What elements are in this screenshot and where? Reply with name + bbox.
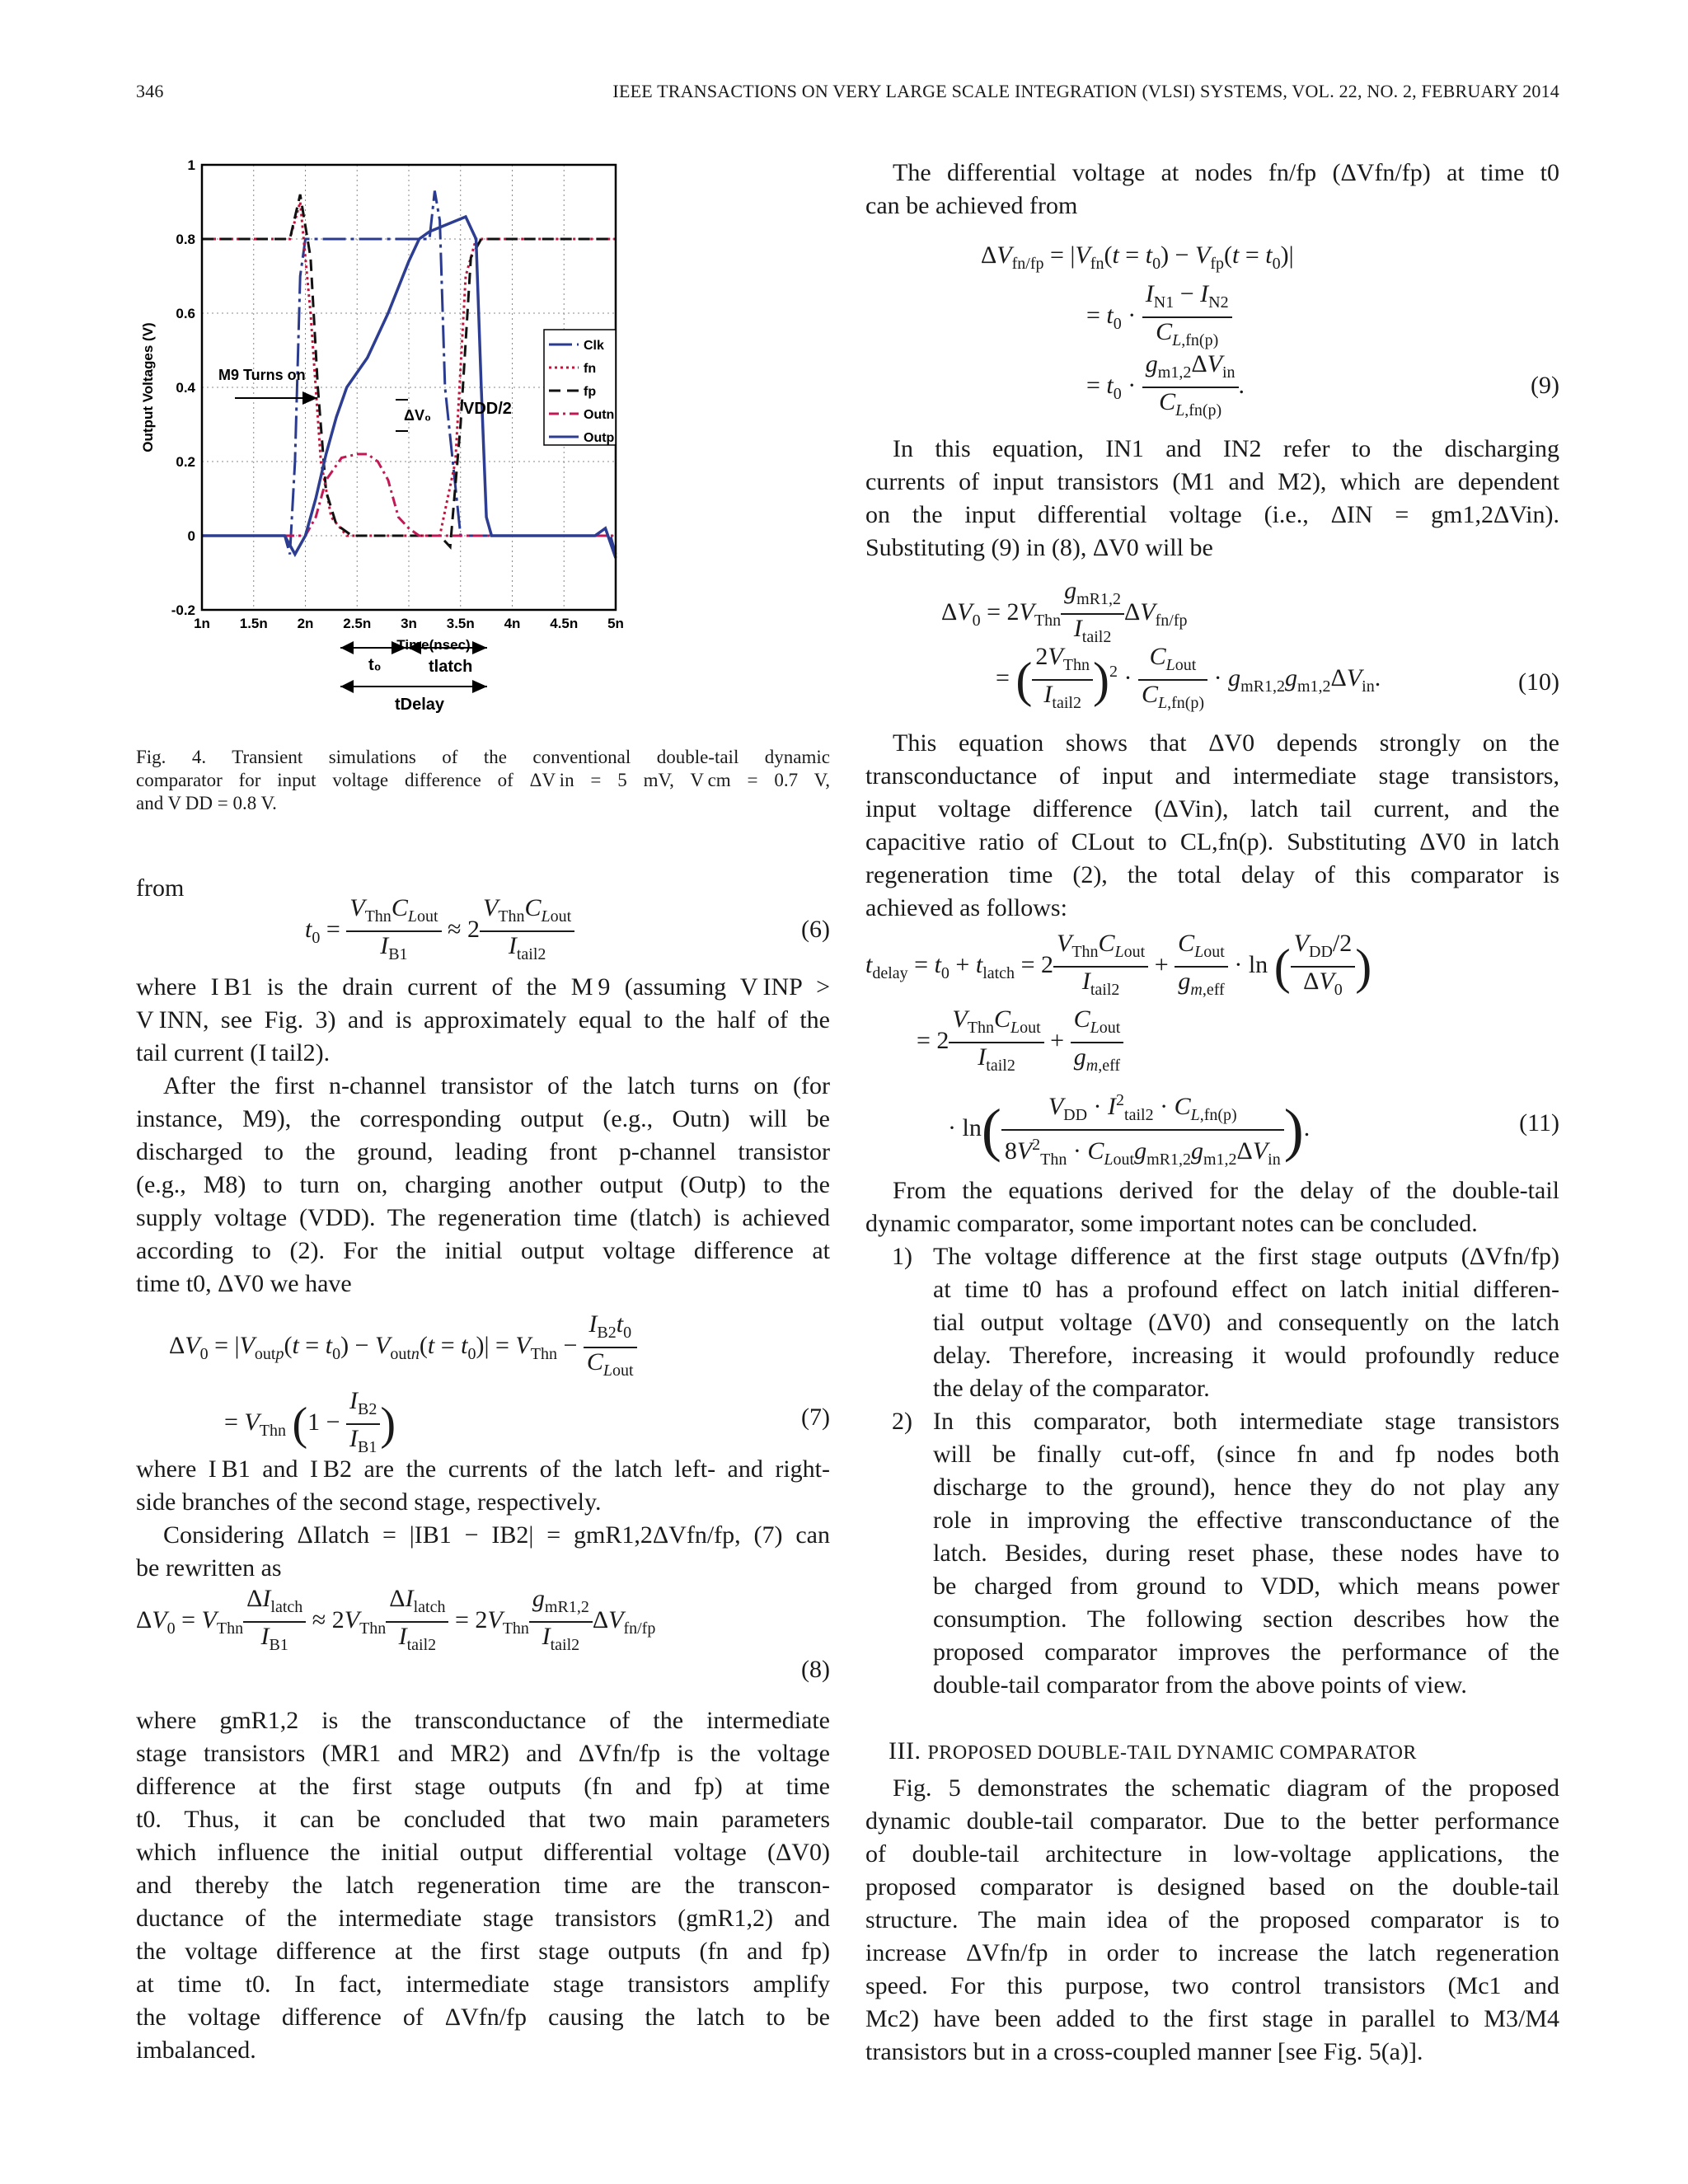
- text-line: Mc2) have been added to the first stage in parallel to M3/M4: [865, 2005, 1559, 2032]
- x-tick-label: 1.5n: [239, 616, 268, 631]
- text-line: increase ΔVfn/fp in order to increase the latch regeneration: [865, 1939, 1559, 1966]
- text-line: In this equation, IN1 and IN2 refer to the discharging: [893, 435, 1559, 462]
- equation-11a: $t_{delay} = t_0 + t_{latch} = 2$ $\frac{V_{Thn}C_{Lout}}{I_{tail2}}$ + $\frac{C_{Lout}}{g_{m,eff}}$ · ln ( $\frac{V_{DD}/2}{\Delta V_0}$ ): [865, 930, 1372, 999]
- annotation-dv0: ΔV₀: [404, 407, 432, 424]
- page-number: 346: [136, 81, 164, 101]
- text-line: Considering ΔIlatch = |IB1 − IB2| = gmR1,2ΔVfn/fp, (7) can: [163, 1521, 830, 1549]
- legend-label: Clk: [584, 339, 604, 353]
- x-tick-label: 3n: [401, 616, 417, 631]
- text-line: can be achieved from: [865, 192, 1078, 219]
- text-line: achieved as follows:: [865, 894, 1067, 921]
- figure-4-chart: [136, 152, 830, 721]
- y-tick-label: 1: [187, 157, 195, 173]
- text-line: speed. For this purpose, two control transistors (Mc1 and: [865, 1972, 1559, 1999]
- text-line: input voltage difference (ΔVin), latch tail current, and the: [865, 795, 1559, 823]
- text-line: V INN, see Fig. 3) and is approximately equal to the half of the: [136, 1006, 830, 1033]
- text-line: regeneration time (2), the total delay of this comparator is: [865, 861, 1559, 888]
- paragraph-branches: [136, 1453, 830, 1519]
- text-line: the delay of the comparator.: [933, 1375, 1210, 1402]
- x-tick-label: 4.5n: [550, 616, 579, 631]
- equation-number-10: (10): [1518, 668, 1559, 696]
- x-axis-label: Time(nsec): [396, 637, 471, 653]
- caption-line: and V DD = 0.8 V.: [136, 793, 277, 813]
- legend-label: fn: [584, 362, 597, 376]
- equation-number-6: (6): [801, 916, 830, 943]
- text-line: dynamic double-tail comparator. Due to the better performance: [865, 1807, 1559, 1835]
- paragraph-depends: [865, 727, 1559, 925]
- legend-label: fp: [584, 385, 597, 399]
- text-line: proposed comparator is designed based on the double-tail: [865, 1873, 1559, 1900]
- text-line: difference at the first stage outputs (fn and fp) at time: [136, 1773, 830, 1800]
- text-line: tail current (I tail2).: [136, 1039, 331, 1066]
- chart-legend: [544, 330, 616, 445]
- text-line: Fig. 5 demonstrates the schematic diagram of the proposed: [893, 1774, 1559, 1802]
- paragraph-proposed: [865, 1772, 1559, 2069]
- list-item-text: [933, 1405, 1559, 1702]
- text-line: at time t0. In fact, intermediate stage transistors amplify: [136, 1971, 830, 1998]
- equation-11c: · ln( $\frac{V_{DD} \cdot I^2_{tail2} \cdot C_{L,fn(p)}}{8V^2_{Thn} \cdot C_{Lout}g_{mR1,2}g_{m1,2}\Delta V_{in}}$ ).: [948, 1086, 1310, 1174]
- equation-10b: = ( $\frac{2V_{Thn}}{I_{tail2}}$ )$^2$ · $\frac{C_{Lout}}{C_{L,fn(p)}}$ · $g_{mR1,2}g_{m1,2}\Delta V_{in}$.: [996, 643, 1381, 712]
- equation-6: $t_0$ = $\frac{V_{Thn}C_{Lout}}{I_{B1}}$ ≈ 2 $\frac{V_{Thn}C_{Lout}}{I_{tail2}}$: [305, 894, 574, 968]
- text-line: the voltage difference at the first stage outputs (fn and fp): [136, 1938, 830, 1965]
- text-line: role in improving the effective transconductance of the: [933, 1507, 1559, 1534]
- x-tick-label: 1n: [194, 616, 210, 631]
- legend-label: Outn: [584, 408, 615, 422]
- text-line: and thereby the latch regeneration time are the transcon-: [136, 1872, 830, 1899]
- text-line: transconductance of input and intermediate stage transistors,: [865, 762, 1559, 790]
- series-line-outn: [202, 454, 616, 536]
- text-line: supply voltage (VDD). The regeneration time (tlatch) is achieved: [136, 1204, 830, 1231]
- x-tick-label: 5n: [607, 616, 624, 631]
- text-line: transistors but in a cross-coupled manner [see Fig. 5(a)].: [865, 2038, 1423, 2065]
- text-line: The voltage difference at the first stage outputs (ΔVfn/fp): [933, 1243, 1559, 1270]
- x-tick-label: 3.5n: [446, 616, 475, 631]
- from-word: from: [136, 874, 185, 902]
- text-line: will be finally cut-off, (since fn and fp nodes both: [933, 1441, 1559, 1468]
- section-heading: [889, 1737, 1417, 1765]
- text-line: ductance of the intermediate stage transistors (gmR1,2) and: [136, 1905, 830, 1932]
- text-line: where I B1 is the drain current of the M 9 (assuming V INP >: [136, 973, 830, 1001]
- text-line: on the input differential voltage (i.e., ΔIN = gm1,2ΔVin).: [865, 501, 1559, 528]
- y-axis-label: Output Voltages (V): [140, 322, 156, 452]
- x-tick-label: 2.5n: [343, 616, 372, 631]
- annotation-vdd2: VDD/2: [463, 400, 512, 418]
- text-line: The differential voltage at nodes fn/fp (ΔVfn/fp) at time t0: [893, 159, 1559, 186]
- text-line: where gmR1,2 is the transconductance of the intermediate: [136, 1707, 830, 1734]
- text-line: After the first n-channel transistor of the latch turns on (for: [163, 1072, 830, 1099]
- paragraph-currents: [865, 433, 1559, 565]
- list-item-text: [933, 1240, 1559, 1405]
- text-line: discharge to the ground), hence they do not play any: [933, 1474, 1559, 1501]
- text-line: at time t0 has a profound effect on latch initial differen-: [933, 1276, 1559, 1303]
- figure-caption: [136, 746, 830, 815]
- text-line: From the equations derived for the delay of the double-tail: [893, 1177, 1559, 1204]
- text-line: dynamic comparator, some important notes can be concluded.: [865, 1210, 1478, 1237]
- y-tick-label: 0.4: [176, 380, 195, 396]
- text-line: In this comparator, both intermediate stage transistors: [933, 1408, 1559, 1435]
- text-line: double-tail comparator from the above points of view.: [933, 1671, 1467, 1699]
- legend-label: Outp: [584, 431, 615, 445]
- text-line: stage transistors (MR1 and MR2) and ΔVfn/fp is the voltage: [136, 1740, 830, 1767]
- text-line: currents of input transistors (M1 and M2), which are dependent: [865, 468, 1559, 495]
- paragraph-notes: [865, 1174, 1559, 1240]
- text-line: the voltage difference of ΔVfn/fp causing the latch to be: [136, 2004, 830, 2031]
- list-item-number: 2): [892, 1408, 912, 1435]
- caption-line: Fig. 4. Transient simulations of the conventional double-tail dynamic: [136, 747, 830, 767]
- annotation-tlatch: tlatch: [429, 658, 473, 676]
- equation-number-7: (7): [801, 1404, 830, 1431]
- equation-number-8: (8): [801, 1656, 830, 1683]
- y-tick-label: 0.8: [176, 232, 195, 247]
- text-line: of double-tail architecture in low-voltage applications, the: [865, 1840, 1559, 1868]
- annotation-m9: M9 Turns on: [218, 367, 306, 383]
- text-line: where I B1 and I B2 are the currents of the latch left- and right-: [136, 1455, 830, 1483]
- text-line: instance, M9), the corresponding output (e.g., Outn) will be: [136, 1105, 830, 1132]
- annotation-tdelay: tDelay: [395, 696, 445, 714]
- text-line: according to (2). For the initial output voltage difference at: [136, 1237, 830, 1264]
- x-tick-label: 2n: [297, 616, 314, 631]
- text-line: tial output voltage (ΔV0) and consequently on the latch: [933, 1309, 1559, 1336]
- text-line: delay. Therefore, increasing it would profoundly reduce: [933, 1342, 1559, 1369]
- legend-box: [544, 330, 616, 445]
- y-tick-label: 0.2: [176, 454, 195, 470]
- caption-line: comparator for input voltage difference of ΔV in = 5 mV, V cm = 0.7 V,: [136, 770, 830, 790]
- equation-11b: = 2 $\frac{V_{Thn}C_{Lout}}{I_{tail2}}$ + $\frac{C_{Lout}}{g_{m,eff}}$: [917, 1005, 1123, 1080]
- text-line: Substituting (9) in (8), ΔV0 will be: [865, 534, 1213, 561]
- text-line: side branches of the second stage, respectively.: [136, 1488, 602, 1516]
- paragraph-transconductance: [136, 1704, 830, 2067]
- paragraph-ib1: [136, 971, 830, 1070]
- section-title: PROPOSED DOUBLE-TAIL DYNAMIC COMPARATOR: [927, 1742, 1417, 1764]
- equation-7b: = $V_{Thn}$ (1 − $\frac{I_{B2}}{I_{B1}}$ ): [224, 1387, 396, 1456]
- text-line: which influence the initial output differential voltage (ΔV0): [136, 1839, 830, 1866]
- equation-number-9: (9): [1531, 372, 1559, 399]
- text-line: This equation shows that ΔV0 depends strongly on the: [893, 729, 1559, 757]
- section-number: III.: [889, 1737, 921, 1765]
- equation-8: $\Delta V_0 = V_{Thn}$ $\frac{\Delta I_{latch}}{I_{B1}}$ ≈ $2V_{Thn}$ $\frac{\Delta I_{latch}}{I_{tail2}}$ = $2V_{Thn}$ $\frac{g_{mR1,2}}{I_{tail2}}$ $\Delta V_{fn/fp}$: [136, 1585, 656, 1654]
- y-tick-label: -0.2: [171, 602, 195, 618]
- text-line: proposed comparator improves the performance of the: [933, 1638, 1559, 1666]
- x-tick-label: 4n: [504, 616, 521, 631]
- equation-9a: $\Delta V_{fn/fp} = |V_{fn}(t = t_0) - V_{fp}(t = t_0)|$: [981, 241, 1294, 273]
- text-line: consumption. The following section describes how the: [933, 1605, 1559, 1633]
- text-line: t0. Thus, it can be concluded that two main parameters: [136, 1806, 830, 1833]
- paragraph-latch: [136, 1070, 830, 1301]
- paragraph-differential: [865, 157, 1559, 223]
- text-line: capacitive ratio of CLout to CL,fn(p). Substituting ΔV0 in latch: [865, 828, 1559, 855]
- text-line: (e.g., M8) to turn on, charging another output (Outp) to the: [136, 1171, 830, 1198]
- text-line: time t0, ΔV0 we have: [136, 1270, 352, 1297]
- equation-10a: $\Delta V_0 = 2V_{Thn}$ $\frac{g_{mR1,2}}{I_{tail2}}$ $\Delta V_{fn/fp}$: [941, 577, 1188, 646]
- paragraph-considering: [136, 1519, 830, 1585]
- y-tick-label: 0.6: [176, 306, 195, 321]
- journal-running-head: IEEE TRANSACTIONS ON VERY LARGE SCALE INTEGRATION (VLSI) SYSTEMS, VOL. 22, NO. 2, FEBRUARY 2014: [612, 81, 1559, 101]
- text-line: be rewritten as: [136, 1554, 282, 1582]
- text-line: discharged to the ground, leading front p-channel transistor: [136, 1138, 830, 1165]
- text-line: structure. The main idea of the proposed comparator is to: [865, 1906, 1559, 1933]
- text-line: be charged from ground to VDD, which means power: [933, 1572, 1559, 1600]
- equation-9b: = $t_0$ · $\frac{I_{N1} - I_{N2}}{C_{L,fn(p)}}$: [1086, 280, 1232, 354]
- equation-number-11: (11): [1519, 1109, 1559, 1137]
- equation-7a: $\Delta V_0 = |V_{outp}(t = t_0) - V_{outn}(t = t_0)| = V_{Thn}$ − $\frac{I_{B2}t_0}{C_{Lout}}$: [169, 1310, 637, 1385]
- text-line: latch. Besides, during reset phase, these nodes have to: [933, 1540, 1559, 1567]
- y-tick-label: 0: [187, 528, 195, 544]
- text-line: imbalanced.: [136, 2036, 256, 2064]
- equation-9c: = $t_0$ · $\frac{g_{m1,2}\Delta V_{in}}{C_{L,fn(p)}}$ .: [1086, 350, 1245, 419]
- list-item-number: 1): [892, 1243, 912, 1270]
- annotation-t0: t₀: [368, 656, 382, 674]
